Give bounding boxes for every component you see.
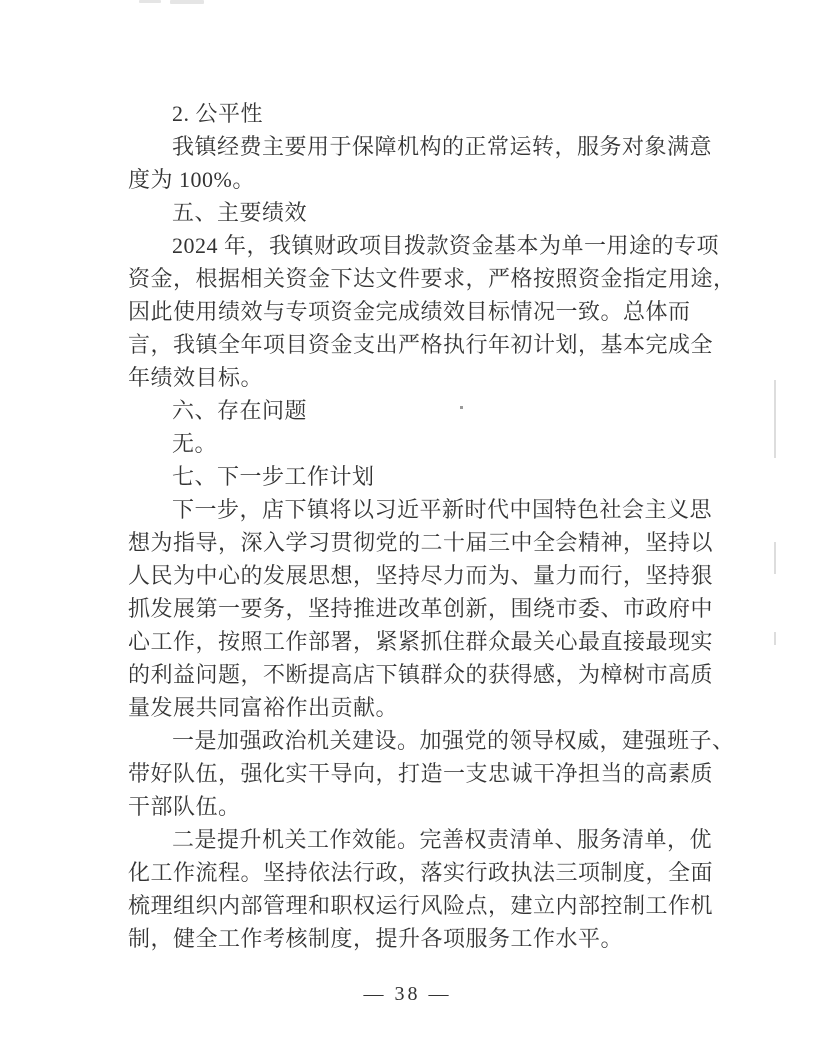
- page-footer: [0, 983, 815, 1006]
- text-line: 人民为中心的发展思想，坚持尽力而为、量力而行，坚持狠: [128, 563, 714, 588]
- text-line: 量发展共同富裕作出贡献。: [128, 695, 399, 720]
- text-line: 梳理组织内部管理和职权运行风险点，建立内部控制工作机: [128, 893, 714, 918]
- text-line: 年绩效目标。: [128, 365, 264, 390]
- text-line: 2. 公平性: [172, 101, 264, 126]
- paragraph-measure-2: [128, 823, 773, 955]
- scan-crease: [774, 380, 776, 458]
- subheading-fairness: [128, 97, 773, 130]
- text-line: 七、下一步工作计划: [172, 464, 375, 489]
- paragraph-problems: [128, 427, 773, 460]
- scan-artifact: [139, 0, 161, 3]
- text-line: 我镇经费主要用于保障机构的正常运转，服务对象满意: [172, 134, 713, 159]
- text-line: 无。: [172, 431, 218, 456]
- text-line: 抓发展第一要务，坚持推进改革创新，围绕市委、市政府中: [128, 596, 714, 621]
- paragraph-fairness-body: [128, 130, 773, 196]
- scan-crease: [774, 632, 776, 645]
- text-line: 制，健全工作考核制度，提升各项服务工作水平。: [128, 926, 624, 951]
- text-line: 六、存在问题: [172, 398, 308, 423]
- text-line: 带好队伍，强化实干导向，打造一支忠诚干净担当的高素质: [128, 761, 714, 786]
- text-line: 心工作，按照工作部署，紧紧抓住群众最关心最直接最现实: [128, 629, 714, 654]
- text-line: 化工作流程。坚持依法行政，落实行政执法三项制度，全面: [128, 860, 714, 885]
- text-line: 2024 年，我镇财政项目拨款资金基本为单一用途的专项: [172, 233, 720, 258]
- text-line: 下一步，店下镇将以习近平新时代中国特色社会主义思: [172, 497, 713, 522]
- section-heading-6: [128, 394, 773, 427]
- text-line: 一是加强政治机关建设。加强党的领导权威，建强班子、: [172, 728, 735, 753]
- document-body: [128, 97, 773, 955]
- text-line: 五、主要绩效: [172, 200, 308, 225]
- paragraph-measure-1: [128, 724, 773, 823]
- text-line: 干部队伍。: [128, 794, 241, 819]
- text-line: 资金，根据相关资金下达文件要求，严格按照资金指定用途，: [128, 266, 736, 291]
- text-line: 的利益问题，不断提高店下镇群众的获得感，为樟树市高质: [128, 662, 714, 687]
- text-line: 二是提升机关工作效能。完善权责清单、服务清单，优: [172, 827, 713, 852]
- section-heading-5: [128, 196, 773, 229]
- scan-artifact: [170, 0, 204, 4]
- page-number: — 38 —: [363, 983, 452, 1005]
- text-line: 度为 100%。: [128, 167, 255, 192]
- text-line: 言，我镇全年项目资金支出严格执行年初计划，基本完成全: [128, 332, 714, 357]
- text-line: 想为指导，深入学习贯彻党的二十届三中全会精神，坚持以: [128, 530, 714, 555]
- paragraph-main-performance: [128, 229, 773, 394]
- scan-crease: [774, 542, 776, 574]
- text-line: 因此使用绩效与专项资金完成绩效目标情况一致。总体而: [128, 299, 691, 324]
- section-heading-7: [128, 460, 773, 493]
- paragraph-next-step: [128, 493, 773, 724]
